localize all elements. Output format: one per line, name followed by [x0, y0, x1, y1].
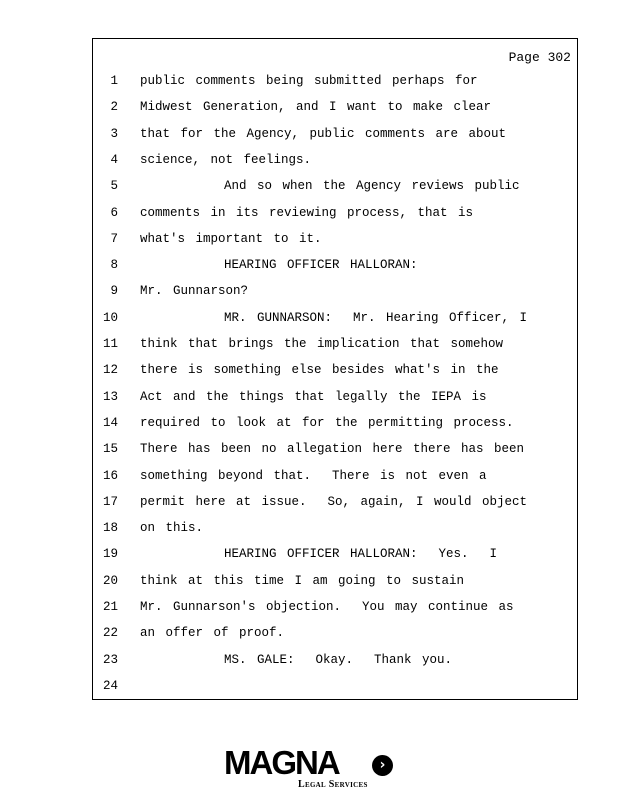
line-number: 24: [102, 678, 118, 693]
line-number: 7: [110, 231, 118, 246]
page-number: Page 302: [508, 50, 571, 65]
logo-subtitle: Legal Services: [298, 779, 368, 790]
line-text: think that brings the implication that somehow: [140, 337, 504, 351]
line-number: 20: [102, 573, 118, 588]
line-text: that for the Agency, public comments are about: [140, 126, 507, 141]
line-text: think at this time I am going to sustain: [140, 573, 465, 588]
line-number: 14: [102, 415, 118, 430]
chevron-right-icon: ›: [372, 755, 393, 776]
line-text: MS. GALE: Okay. Thank you.: [140, 652, 453, 667]
magna-logo: [224, 745, 394, 795]
logo-wordmark: MAGNA: [224, 744, 339, 781]
line-number: 22: [102, 626, 118, 641]
line-text: there is something else besides what's in the: [140, 363, 499, 378]
line-number: 21: [102, 600, 118, 614]
line-text: Mr. Gunnarson's objection. You may continue as: [140, 600, 514, 614]
line-number: 9: [110, 284, 118, 299]
line-text: HEARING OFFICER HALLORAN:: [140, 258, 418, 273]
line-number: 13: [102, 389, 118, 404]
line-number: 3: [110, 126, 118, 141]
line-number: 15: [102, 442, 118, 457]
line-text: permit here at issue. So, again, I would object: [140, 494, 528, 509]
line-text: science, not feelings.: [140, 152, 312, 167]
line-text: on this.: [140, 521, 204, 536]
line-number: 8: [110, 258, 118, 273]
line-text: Act and the things that legally the IEPA is: [140, 389, 487, 404]
line-number: 1: [110, 74, 118, 88]
line-text: comments in its reviewing process, that is: [140, 205, 474, 220]
line-number: 17: [102, 494, 118, 509]
line-text: Mr. Gunnarson?: [140, 284, 249, 299]
line-number: 2: [110, 100, 118, 115]
line-number: 4: [110, 152, 118, 167]
transcript-page: [92, 38, 578, 700]
line-text: required to look at for the permitting process.: [140, 415, 514, 430]
line-text: There has been no allegation here there has been: [140, 442, 525, 457]
line-text: HEARING OFFICER HALLORAN: Yes. I: [140, 547, 498, 562]
line-number: 12: [102, 363, 118, 378]
line-text: something beyond that. There is not even a: [140, 468, 487, 483]
line-text: And so when the Agency reviews public: [140, 179, 520, 194]
line-number: 19: [102, 547, 118, 562]
line-text: what's important to it.: [140, 231, 322, 246]
line-number: 16: [102, 468, 118, 483]
line-text: an offer of proof.: [140, 626, 285, 641]
line-number: 23: [102, 652, 118, 667]
line-number: 6: [110, 205, 118, 220]
line-number: 5: [110, 179, 118, 194]
line-number: 11: [102, 337, 118, 351]
line-number: 10: [102, 310, 118, 325]
line-text: Midwest Generation, and I want to make clear: [140, 100, 492, 115]
line-text: MR. GUNNARSON: Mr. Hearing Officer, I: [140, 310, 528, 325]
line-text: public comments being submitted perhaps for: [140, 74, 478, 88]
line-number: 18: [102, 521, 118, 536]
